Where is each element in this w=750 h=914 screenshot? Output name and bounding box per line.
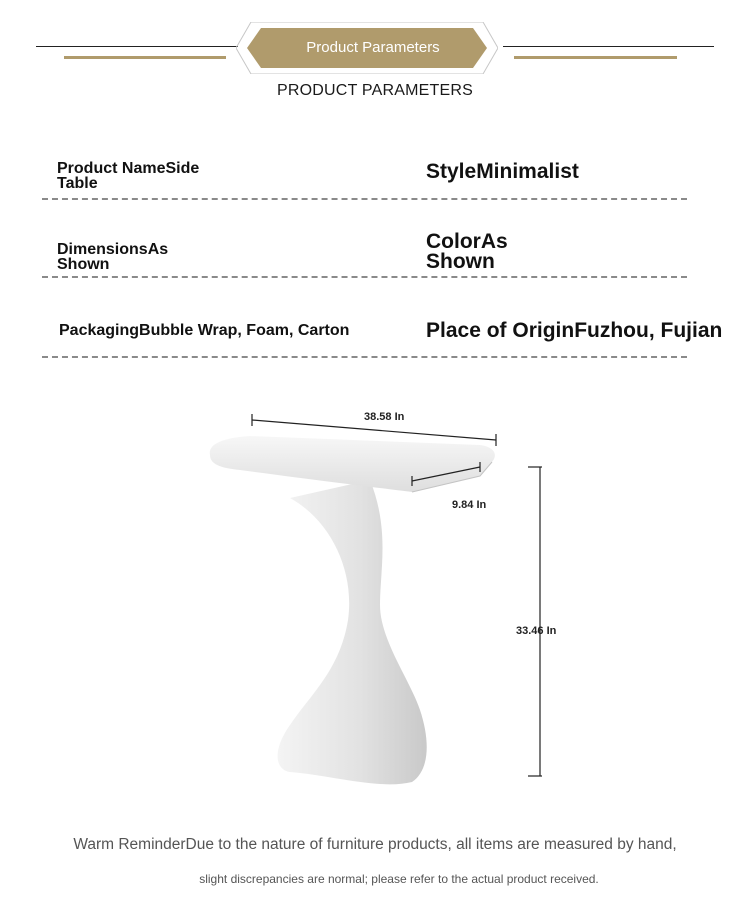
dimension-width-label: 38.58 In	[364, 411, 405, 423]
header-accent-right	[514, 56, 677, 59]
warm-reminder-text: Warm ReminderDue to the nature of furniture products, all items are measured by hand,	[73, 836, 677, 853]
spec-packaging: PackagingBubble Wrap, Foam, Carton	[59, 322, 350, 339]
dimension-height-label: 33.46 In	[516, 625, 557, 637]
row-divider	[42, 356, 687, 358]
page-subtitle: PRODUCT PARAMETERS	[277, 82, 473, 99]
table-top	[210, 436, 495, 492]
header-accent-left	[64, 56, 226, 59]
dimension-depth-label: 9.84 In	[452, 499, 487, 511]
badge-label: Product Parameters	[306, 39, 440, 56]
row-divider	[42, 198, 687, 200]
spec-product-name: Product NameSide Table	[57, 160, 200, 192]
product-image	[180, 390, 580, 820]
warm-reminder-text-2: slight discrepancies are normal; please refer to the actual product received.	[199, 872, 599, 886]
spec-color: ColorAs Shown	[426, 230, 508, 273]
table-stem	[278, 480, 427, 784]
section-header	[0, 0, 750, 80]
spec-origin: Place of OriginFuzhou, Fujian	[426, 319, 723, 342]
spec-style: StyleMinimalist	[426, 160, 579, 183]
row-divider	[42, 276, 687, 278]
header-rule-right	[503, 46, 714, 47]
header-rule-left	[36, 46, 238, 47]
spec-dimensions: DimensionsAs Shown	[57, 241, 169, 273]
